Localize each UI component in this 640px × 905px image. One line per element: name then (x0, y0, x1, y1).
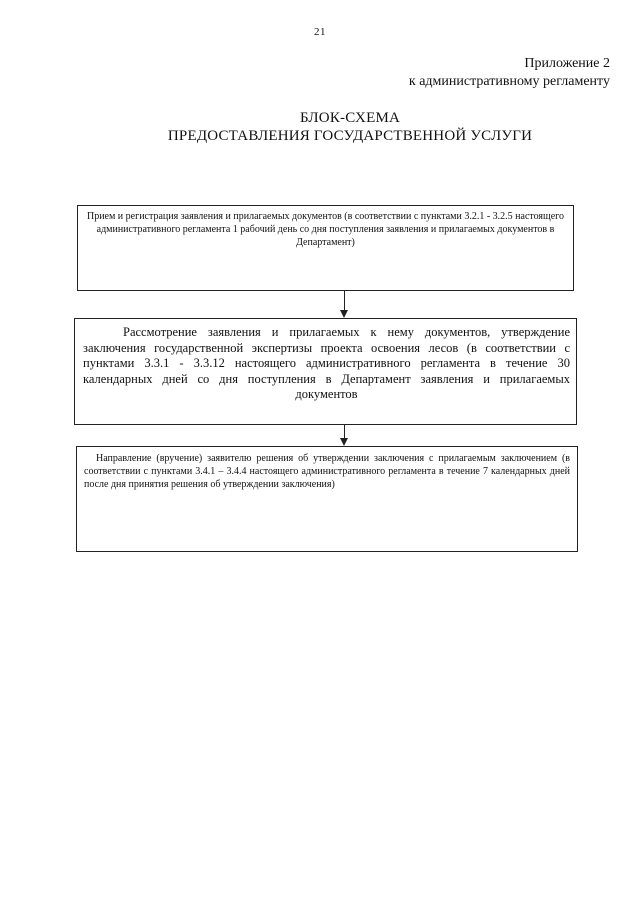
flow-step-2-text: Рассмотрение заявления и прилагаемых к нему документов, утверждение заключения государственной экспертизы проекта освоения лесов (в соответствии с пунктами 3.3.1 - 3.3.12 настоящего административного регламента в течение 30 календарных дней со дня поступления в Департамент заявления и прилагаемых документов (83, 325, 570, 401)
appendix-line-2: к административному регламенту (408, 74, 610, 89)
flow-connector-2 (344, 425, 345, 439)
flow-connector-1 (344, 291, 345, 311)
flow-step-2-box (74, 318, 577, 425)
document-title (0, 109, 640, 145)
appendix-line-1: Приложение 2 (524, 56, 610, 71)
appendix-reference (409, 55, 610, 91)
flow-arrowhead-1 (340, 310, 348, 318)
flow-step-1-text: Прием и регистрация заявления и прилагаемых документов (в соответствии с пунктами 3.2.1 - 3.2.5 настоящего административного регламента 1 рабочий день со дня поступления заявления и прилагаемых документов в Департамент) (86, 211, 565, 248)
title-line-2: ПРЕДОСТАВЛЕНИЯ ГОСУДАРСТВЕННОЙ УСЛУГИ (167, 128, 533, 144)
flow-step-3-text: Направление (вручение) заявителю решения об утверждении заключения с прилагаемым заключением (в соответствии с пунктами 3.4.1 – 3.4.4 настоящего административного регламента в течение 7 календарных дней после дня принятия решения об утверждении заключения) (84, 453, 570, 490)
flow-step-3-box (76, 446, 578, 552)
title-line-1: БЛОК-СХЕМА (299, 110, 401, 126)
flow-arrowhead-2 (340, 438, 348, 446)
page-number: 21 (314, 26, 326, 38)
flow-step-1-box (77, 205, 574, 291)
